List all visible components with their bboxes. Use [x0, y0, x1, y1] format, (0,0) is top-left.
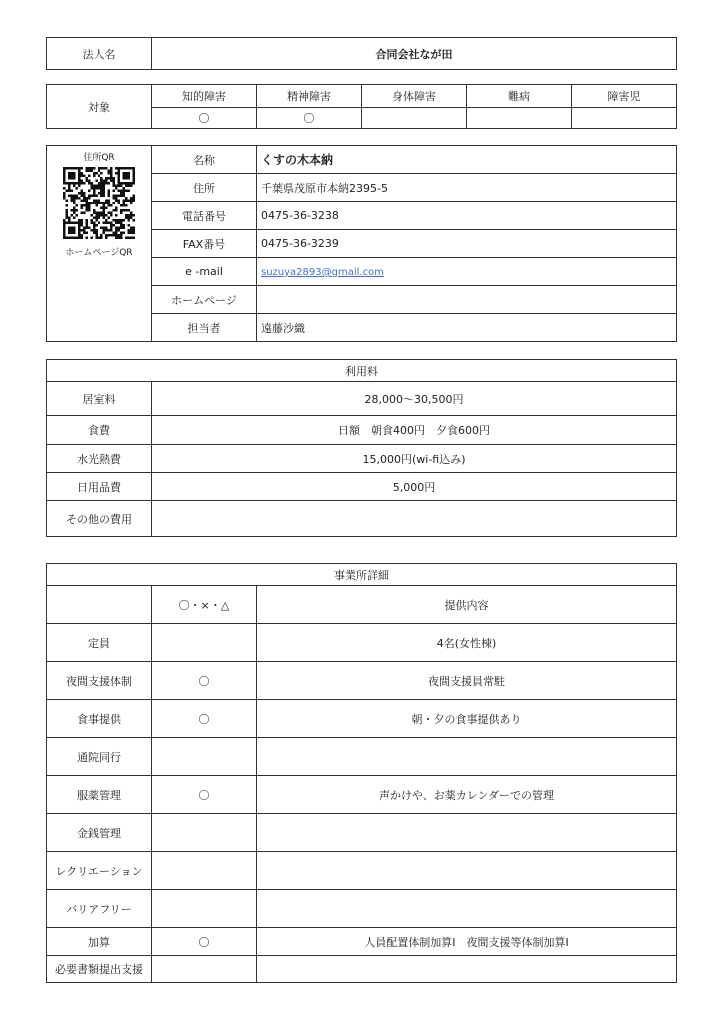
- fee-label: その他の費用: [47, 501, 152, 537]
- office-item-mark: 〇: [152, 776, 257, 814]
- fees-title: 利用料: [47, 360, 677, 382]
- office-item-label: 服薬管理: [47, 776, 152, 814]
- office-item-mark: [152, 738, 257, 776]
- office-item-mark: 〇: [152, 700, 257, 738]
- facility-fax: 0475-36-3239: [257, 230, 677, 258]
- office-item-label: 定員: [47, 624, 152, 662]
- facility-label: 名称: [152, 146, 257, 174]
- office-item-content: [257, 890, 677, 928]
- fee-label: 食費: [47, 416, 152, 445]
- corporation-label: 法人名: [47, 38, 152, 70]
- target-category: 身体障害: [362, 85, 467, 108]
- office-item-label: 必要書類提出支援: [47, 956, 152, 983]
- qr-code-icon: [63, 167, 135, 239]
- office-col-content: 提供内容: [257, 586, 677, 624]
- facility-label: ホームページ: [152, 286, 257, 314]
- fee-label: 日用品費: [47, 473, 152, 501]
- target-mark: 〇: [152, 108, 257, 129]
- facility-table: [46, 145, 677, 342]
- target-table: [46, 84, 677, 129]
- office-item-label: 食事提供: [47, 700, 152, 738]
- facility-contact: 遠藤沙織: [257, 314, 677, 342]
- office-header-blank: [47, 586, 152, 624]
- office-item-label: 加算: [47, 928, 152, 956]
- facility-label: 担当者: [152, 314, 257, 342]
- facility-label: e -mail: [152, 258, 257, 286]
- qr-homepage-label: ホームページQR: [65, 248, 133, 258]
- target-mark: [467, 108, 572, 129]
- office-item-mark: 〇: [152, 662, 257, 700]
- office-item-mark: [152, 852, 257, 890]
- fee-value: 5,000円: [152, 473, 677, 501]
- fee-value: 28,000～30,500円: [152, 382, 677, 416]
- office-item-content: [257, 956, 677, 983]
- office-item-mark: [152, 956, 257, 983]
- target-mark: [362, 108, 467, 129]
- corporation-name: 合同会社なが田: [152, 38, 677, 70]
- office-title: 事業所詳細: [47, 564, 677, 586]
- target-label: 対象: [47, 85, 152, 129]
- facility-homepage: [257, 286, 677, 314]
- fee-value: 15,000円(wi-fi込み): [152, 445, 677, 473]
- qr-cell: [47, 146, 152, 342]
- office-item-content: [257, 814, 677, 852]
- office-col-mark: 〇・×・△: [152, 586, 257, 624]
- fees-table: [46, 359, 677, 537]
- office-item-label: 金銭管理: [47, 814, 152, 852]
- office-item-label: レクリエーション: [47, 852, 152, 890]
- office-table: [46, 563, 677, 983]
- office-item-content: 朝・夕の食事提供あり: [257, 700, 677, 738]
- qr-address-label: 住所QR: [83, 153, 115, 163]
- office-item-content: 人員配置体制加算Ⅰ 夜間支援等体制加算Ⅰ: [257, 928, 677, 956]
- target-mark: [572, 108, 677, 129]
- corporation-table: [46, 37, 677, 70]
- facility-label: FAX番号: [152, 230, 257, 258]
- fee-value: [152, 501, 677, 537]
- office-item-content: 4名(女性棟): [257, 624, 677, 662]
- facility-label: 電話番号: [152, 202, 257, 230]
- office-item-label: バリアフリー: [47, 890, 152, 928]
- office-item-content: [257, 852, 677, 890]
- office-item-mark: [152, 624, 257, 662]
- office-item-content: 夜間支援員常駐: [257, 662, 677, 700]
- facility-phone: 0475-36-3238: [257, 202, 677, 230]
- target-category: 精神障害: [257, 85, 362, 108]
- office-item-mark: 〇: [152, 928, 257, 956]
- office-item-content: [257, 738, 677, 776]
- target-category: 知的障害: [152, 85, 257, 108]
- office-item-mark: [152, 890, 257, 928]
- fee-value: 日額 朝食400円 夕食600円: [152, 416, 677, 445]
- facility-address: 千葉県茂原市本納2395-5: [257, 174, 677, 202]
- office-item-content: 声かけや、お薬カレンダーでの管理: [257, 776, 677, 814]
- target-category: 難病: [467, 85, 572, 108]
- target-mark: 〇: [257, 108, 362, 129]
- fee-label: 水光熱費: [47, 445, 152, 473]
- office-item-label: 夜間支援体制: [47, 662, 152, 700]
- fee-label: 居室料: [47, 382, 152, 416]
- office-item-label: 通院同行: [47, 738, 152, 776]
- office-item-mark: [152, 814, 257, 852]
- facility-label: 住所: [152, 174, 257, 202]
- facility-name: くすの木本納: [257, 146, 677, 174]
- email-link[interactable]: suzuya2893@gmail.com: [261, 267, 384, 278]
- target-category: 障害児: [572, 85, 677, 108]
